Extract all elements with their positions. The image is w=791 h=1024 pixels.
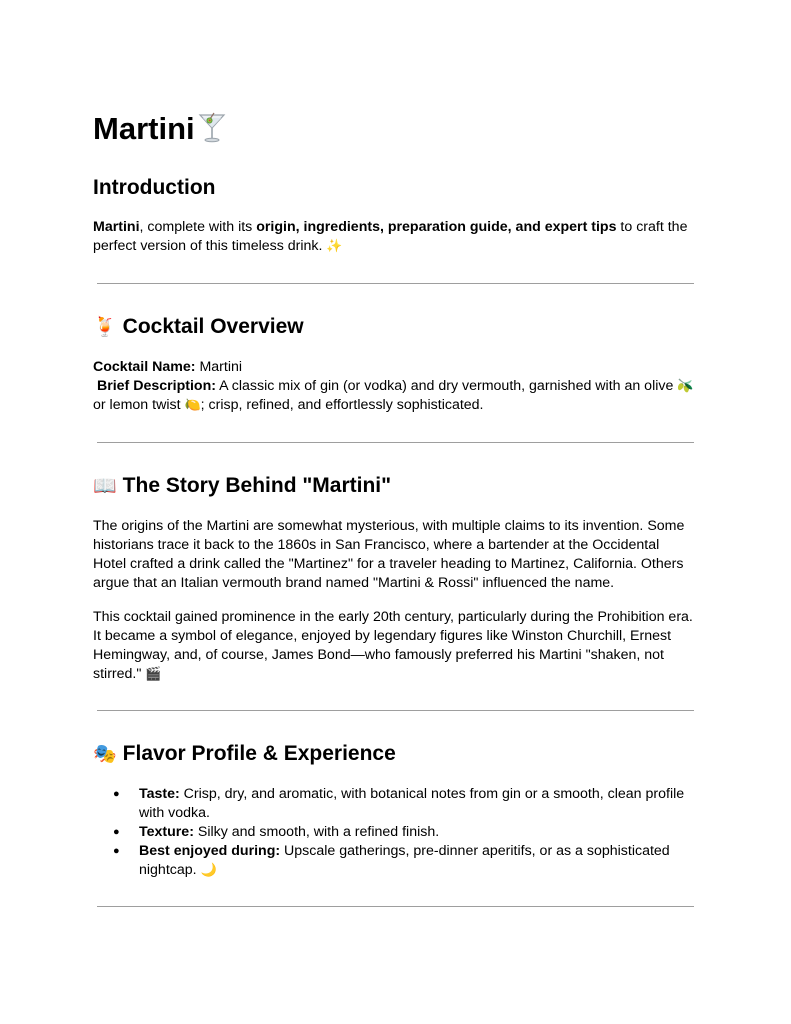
list-item-texture: [93, 823, 695, 842]
divider: [97, 710, 694, 711]
divider: [97, 442, 694, 443]
divider: [97, 283, 694, 284]
flavor-profile-heading: [93, 740, 695, 768]
sparkles-icon: ✨: [326, 239, 343, 254]
flavor-profile-heading-text: Flavor Profile & Experience: [122, 742, 396, 765]
cocktail-name-value: Martini: [195, 359, 243, 375]
cocktail-overview-heading: [93, 313, 695, 341]
brief-description-label: Brief Description:: [96, 378, 216, 394]
best-enjoyed-label: Best enjoyed during:: [139, 843, 281, 859]
page-title: [93, 109, 227, 149]
olive-icon: 🫒: [677, 379, 694, 394]
martini-glass-icon: [197, 111, 227, 143]
story-paragraph-2: [93, 608, 695, 684]
intro-text-a: , complete with its: [139, 219, 257, 235]
texture-label: Texture:: [139, 824, 194, 840]
brief-description-text-b: or lemon twist: [93, 397, 185, 413]
list-item-best-enjoyed: [93, 842, 695, 880]
cocktail-overview-details: [93, 358, 695, 415]
intro-bold-topics: origin, ingredients, preparation guide, and expert tips: [256, 219, 617, 235]
list-item-taste: [93, 785, 695, 823]
performing-arts-icon: 🎭: [93, 743, 117, 765]
texture-text: Silky and smooth, with a refined finish.: [193, 824, 440, 840]
lemon-icon: 🍋: [184, 398, 201, 413]
story-paragraph-1: The origins of the Martini are somewhat mysterious, with multiple claims to its invention. Some historians trace it back to the 1860s in San Francisco, where a bartender at the Occidental Hotel crafted a drink called the "Martinez" for a traveler heading to Martinez, California. Others argue that an Italian vermouth brand named "Martini & Rossi" influenced the name.: [93, 518, 685, 591]
page-title-text: Martini: [93, 111, 195, 146]
taste-text: Crisp, dry, and aromatic, with botanical notes from gin or a smooth, clean profile with vodka.: [139, 786, 685, 821]
introduction-paragraph: [93, 218, 695, 256]
intro-text-b: to craft the perfect version of this timeless drink.: [93, 219, 688, 254]
story-paragraph-2-text: This cocktail gained prominence in the early 20th century, particularly during the Prohibition era. It became a symbol of elegance, enjoyed by legendary figures like Winston Churchill, Ernest Hemingway, and, of course, James Bond—who famously preferred his Martini "shaken, not stirred.": [93, 609, 693, 682]
flavor-profile-list: [93, 785, 695, 880]
cocktail-overview-heading-text: Cocktail Overview: [122, 315, 304, 338]
intro-bold-martini: Martini: [93, 219, 140, 235]
taste-label: Taste:: [139, 786, 180, 802]
open-book-icon: 📖: [93, 475, 117, 497]
best-enjoyed-text: Upscale gatherings, pre-dinner aperitifs, or as a sophisticated nightcap.: [139, 843, 670, 878]
tropical-drink-icon: 🍹: [93, 316, 117, 338]
story-heading: [93, 472, 695, 500]
brief-description-text-c: ; crisp, refined, and effortlessly sophisticated.: [200, 397, 484, 413]
story-heading-text: The Story Behind "Martini": [122, 474, 392, 497]
brief-description-text-a: A classic mix of gin (or vodka) and dry vermouth, garnished with an olive: [216, 378, 678, 394]
introduction-heading: Introduction: [93, 176, 216, 199]
divider: [97, 906, 694, 907]
crescent-moon-icon: 🌙: [200, 863, 217, 878]
clapper-board-icon: 🎬: [145, 667, 162, 682]
cocktail-name-label: Cocktail Name:: [93, 359, 196, 375]
